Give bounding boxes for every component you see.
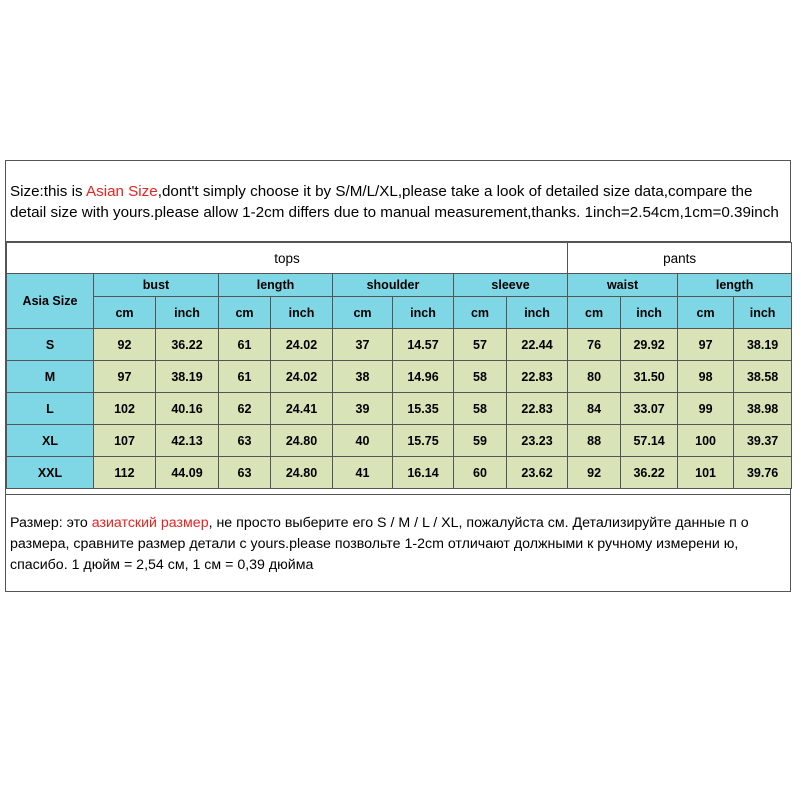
table-cell: 22.83: [507, 393, 568, 425]
table-cell: 60: [454, 457, 507, 489]
group-pants: pants: [568, 243, 792, 274]
note-en-body: ,dont't simply choose it by S/M/L/XL,please take a look of detailed size data,compare the detail size with yours.please allow 1-2cm differs due to manual measurement,thanks. 1inch=2.54cm,1cm=0.39inch: [10, 183, 779, 221]
table-cell: 23.23: [507, 425, 568, 457]
table-cell: 39: [333, 393, 393, 425]
table-cell: 92: [94, 329, 156, 361]
table-cell: 15.35: [393, 393, 454, 425]
table-cell: 33.07: [621, 393, 678, 425]
table-cell: 63: [219, 425, 271, 457]
table-cell: 58: [454, 361, 507, 393]
measure-pants-length: length: [678, 274, 792, 297]
measure-shoulder: shoulder: [333, 274, 454, 297]
table-cell: 14.96: [393, 361, 454, 393]
size-label-cell: XL: [7, 425, 94, 457]
table-cell: 36.22: [621, 457, 678, 489]
table-cell: 36.22: [156, 329, 219, 361]
table-cell: 42.13: [156, 425, 219, 457]
asia-size-header: Asia Size: [7, 274, 94, 329]
table-row: [7, 457, 792, 489]
note-ru-highlight: азиатский размер: [91, 515, 209, 531]
table-cell: 24.41: [271, 393, 333, 425]
table-cell: 39.76: [734, 457, 792, 489]
measure-bust: bust: [94, 274, 219, 297]
table-cell: 76: [568, 329, 621, 361]
table-cell: 62: [219, 393, 271, 425]
group-tops: tops: [7, 243, 568, 274]
measure-waist: waist: [568, 274, 678, 297]
unit-header-cell: inch: [734, 297, 792, 329]
measure-tops-length: length: [219, 274, 333, 297]
table-cell: 57: [454, 329, 507, 361]
unit-header-cell: cm: [568, 297, 621, 329]
note-en-highlight: Asian Size: [85, 183, 158, 200]
table-cell: 98: [678, 361, 734, 393]
table-cell: 97: [678, 329, 734, 361]
unit-header-cell: inch: [393, 297, 454, 329]
table-row: [7, 393, 792, 425]
size-table: [6, 242, 792, 489]
unit-header-cell: cm: [219, 297, 271, 329]
unit-header-cell: cm: [94, 297, 156, 329]
table-cell: 38: [333, 361, 393, 393]
table-cell: 24.02: [271, 329, 333, 361]
table-cell: 99: [678, 393, 734, 425]
unit-header-row: [7, 297, 792, 329]
table-cell: 97: [94, 361, 156, 393]
table-cell: 22.83: [507, 361, 568, 393]
table-cell: 22.44: [507, 329, 568, 361]
table-cell: 41: [333, 457, 393, 489]
table-cell: 63: [219, 457, 271, 489]
size-rows: [7, 329, 792, 489]
table-cell: 40: [333, 425, 393, 457]
measure-header-row: [7, 274, 792, 297]
table-cell: 88: [568, 425, 621, 457]
unit-header-cell: cm: [333, 297, 393, 329]
table-cell: 23.62: [507, 457, 568, 489]
table-row: [7, 329, 792, 361]
table-cell: 107: [94, 425, 156, 457]
table-cell: 80: [568, 361, 621, 393]
measure-sleeve: sleeve: [454, 274, 568, 297]
table-cell: 38.19: [156, 361, 219, 393]
unit-header-cell: cm: [678, 297, 734, 329]
table-cell: 40.16: [156, 393, 219, 425]
unit-header-cell: inch: [507, 297, 568, 329]
table-cell: 38.98: [734, 393, 792, 425]
size-note-russian: [6, 494, 790, 592]
table-cell: 92: [568, 457, 621, 489]
table-row: [7, 425, 792, 457]
table-cell: 100: [678, 425, 734, 457]
table-cell: 102: [94, 393, 156, 425]
table-cell: 61: [219, 361, 271, 393]
size-label-cell: L: [7, 393, 94, 425]
group-header-row: [7, 243, 792, 274]
size-label-cell: S: [7, 329, 94, 361]
unit-header-cell: inch: [621, 297, 678, 329]
table-cell: 57.14: [621, 425, 678, 457]
table-cell: 24.80: [271, 457, 333, 489]
table-cell: 101: [678, 457, 734, 489]
table-cell: 59: [454, 425, 507, 457]
note-ru-body: , не просто выберите его S / M / L / XL, пожалуйста см. Детализируйте данные п о размера, сравните размер детали с yours.please позвольте 1-2cm отличают должными к ручному измерени ю, спасибо. 1 дюйм = 2,54 см, 1 см = 0,39 дюйма: [10, 515, 749, 573]
note-ru-intro: Размер: это: [10, 515, 92, 531]
table-cell: 37: [333, 329, 393, 361]
table-cell: 16.14: [393, 457, 454, 489]
table-cell: 44.09: [156, 457, 219, 489]
note-en-intro: Size:this is: [10, 183, 86, 200]
table-cell: 38.19: [734, 329, 792, 361]
table-row: [7, 361, 792, 393]
table-cell: 14.57: [393, 329, 454, 361]
table-cell: 29.92: [621, 329, 678, 361]
table-cell: 15.75: [393, 425, 454, 457]
unit-header-cell: cm: [454, 297, 507, 329]
table-cell: 24.02: [271, 361, 333, 393]
table-cell: 31.50: [621, 361, 678, 393]
unit-header-cell: inch: [271, 297, 333, 329]
table-cell: 84: [568, 393, 621, 425]
size-label-cell: M: [7, 361, 94, 393]
table-cell: 61: [219, 329, 271, 361]
size-chart-frame: [5, 160, 791, 592]
size-note-english: [6, 161, 790, 242]
table-cell: 112: [94, 457, 156, 489]
unit-header-cell: inch: [156, 297, 219, 329]
table-cell: 39.37: [734, 425, 792, 457]
table-cell: 58: [454, 393, 507, 425]
size-label-cell: XXL: [7, 457, 94, 489]
table-cell: 38.58: [734, 361, 792, 393]
table-cell: 24.80: [271, 425, 333, 457]
